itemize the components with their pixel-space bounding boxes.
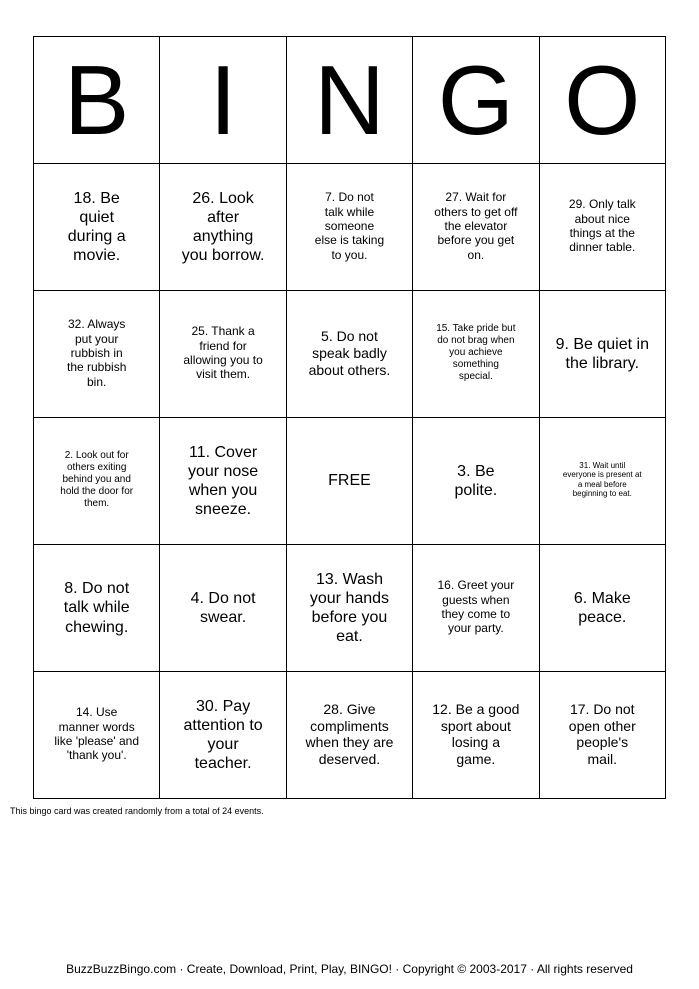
cell-text: 30. Pay attention to your teacher. xyxy=(183,697,263,773)
bingo-cell[interactable] xyxy=(539,418,665,545)
cell-text: 5. Do not speak badly about others. xyxy=(308,328,391,378)
bingo-cell[interactable] xyxy=(286,164,412,291)
free-cell[interactable] xyxy=(286,418,412,545)
header-letter-i: I xyxy=(160,37,286,164)
header-letter-b: B xyxy=(34,37,160,164)
cell-text: 12. Be a good sport about losing a game. xyxy=(432,700,520,768)
bingo-cell[interactable] xyxy=(160,291,286,418)
bingo-row xyxy=(34,418,666,545)
bingo-cell[interactable] xyxy=(539,545,665,672)
cell-text: 3. Be polite. xyxy=(454,462,498,499)
bingo-cell[interactable] xyxy=(539,291,665,418)
bingo-cell[interactable] xyxy=(539,672,665,799)
generation-note: This bingo card was created randomly from a total of 24 events. xyxy=(10,806,264,816)
bingo-cell[interactable] xyxy=(34,418,160,545)
bingo-row xyxy=(34,672,666,799)
bingo-cell[interactable] xyxy=(286,672,412,799)
bingo-cell[interactable] xyxy=(34,164,160,291)
bingo-cell[interactable] xyxy=(160,164,286,291)
header-letter-o: O xyxy=(539,37,665,164)
bingo-row xyxy=(34,291,666,418)
cell-text: 32. Always put your rubbish in the rubbish bin. xyxy=(67,317,127,389)
footer-copyright: BuzzBuzzBingo.com · Create, Download, Print, Play, BINGO! · Copyright © 2003-2017 · All rights reserved xyxy=(66,962,633,976)
bingo-card xyxy=(33,36,666,799)
free-label: FREE xyxy=(328,472,371,490)
bingo-cell[interactable] xyxy=(34,545,160,672)
bingo-cell[interactable] xyxy=(413,672,539,799)
bingo-cell[interactable] xyxy=(539,164,665,291)
bingo-cell[interactable] xyxy=(413,545,539,672)
bingo-cell[interactable] xyxy=(413,418,539,545)
cell-text: 16. Greet your guests when they come to your party. xyxy=(437,578,515,636)
cell-text: 4. Do not swear. xyxy=(190,589,256,626)
cell-text: 7. Do not talk while someone else is taking to you. xyxy=(314,190,385,262)
bingo-cell[interactable] xyxy=(160,545,286,672)
cell-text: 13. Wash your hands before you eat. xyxy=(309,570,390,646)
header-letter-n: N xyxy=(286,37,412,164)
bingo-cell[interactable] xyxy=(413,291,539,418)
cell-text: 15. Take pride but do not brag when you achieve something special. xyxy=(436,323,516,383)
cell-text: 11. Cover your nose when you sneeze. xyxy=(187,443,259,519)
bingo-row xyxy=(34,545,666,672)
bingo-cell[interactable] xyxy=(34,672,160,799)
cell-text: 26. Look after anything you borrow. xyxy=(181,189,265,265)
cell-text: 9. Be quiet in the library. xyxy=(555,335,649,372)
header-letter-g: G xyxy=(413,37,539,164)
cell-text: 27. Wait for others to get off the elevator before you get on. xyxy=(434,190,518,262)
cell-text: 17. Do not open other people's mail. xyxy=(568,700,636,768)
header-row xyxy=(34,37,666,164)
bingo-cell[interactable] xyxy=(160,672,286,799)
bingo-cell[interactable] xyxy=(286,545,412,672)
cell-text: 14. Use manner words like 'please' and 'thank you'. xyxy=(54,705,139,763)
cell-text: 2. Look out for others exiting behind you and hold the door for them. xyxy=(60,450,134,510)
cell-text: 28. Give compliments when they are deserved. xyxy=(305,700,394,768)
cell-text: 6. Make peace. xyxy=(573,589,631,626)
cell-text: 29. Only talk about nice things at the dinner table. xyxy=(568,197,636,255)
cell-text: 8. Do not talk while chewing. xyxy=(63,580,130,636)
bingo-cell[interactable] xyxy=(413,164,539,291)
cell-text: 31. Wait until everyone is present at a meal before beginning to eat. xyxy=(562,460,642,499)
bingo-cell[interactable] xyxy=(160,418,286,545)
cell-text: 18. Be quiet during a movie. xyxy=(67,189,126,265)
bingo-cell[interactable] xyxy=(34,291,160,418)
bingo-cell[interactable] xyxy=(286,291,412,418)
cell-text: 25. Thank a friend for allowing you to visit them. xyxy=(183,324,263,382)
bingo-row xyxy=(34,164,666,291)
